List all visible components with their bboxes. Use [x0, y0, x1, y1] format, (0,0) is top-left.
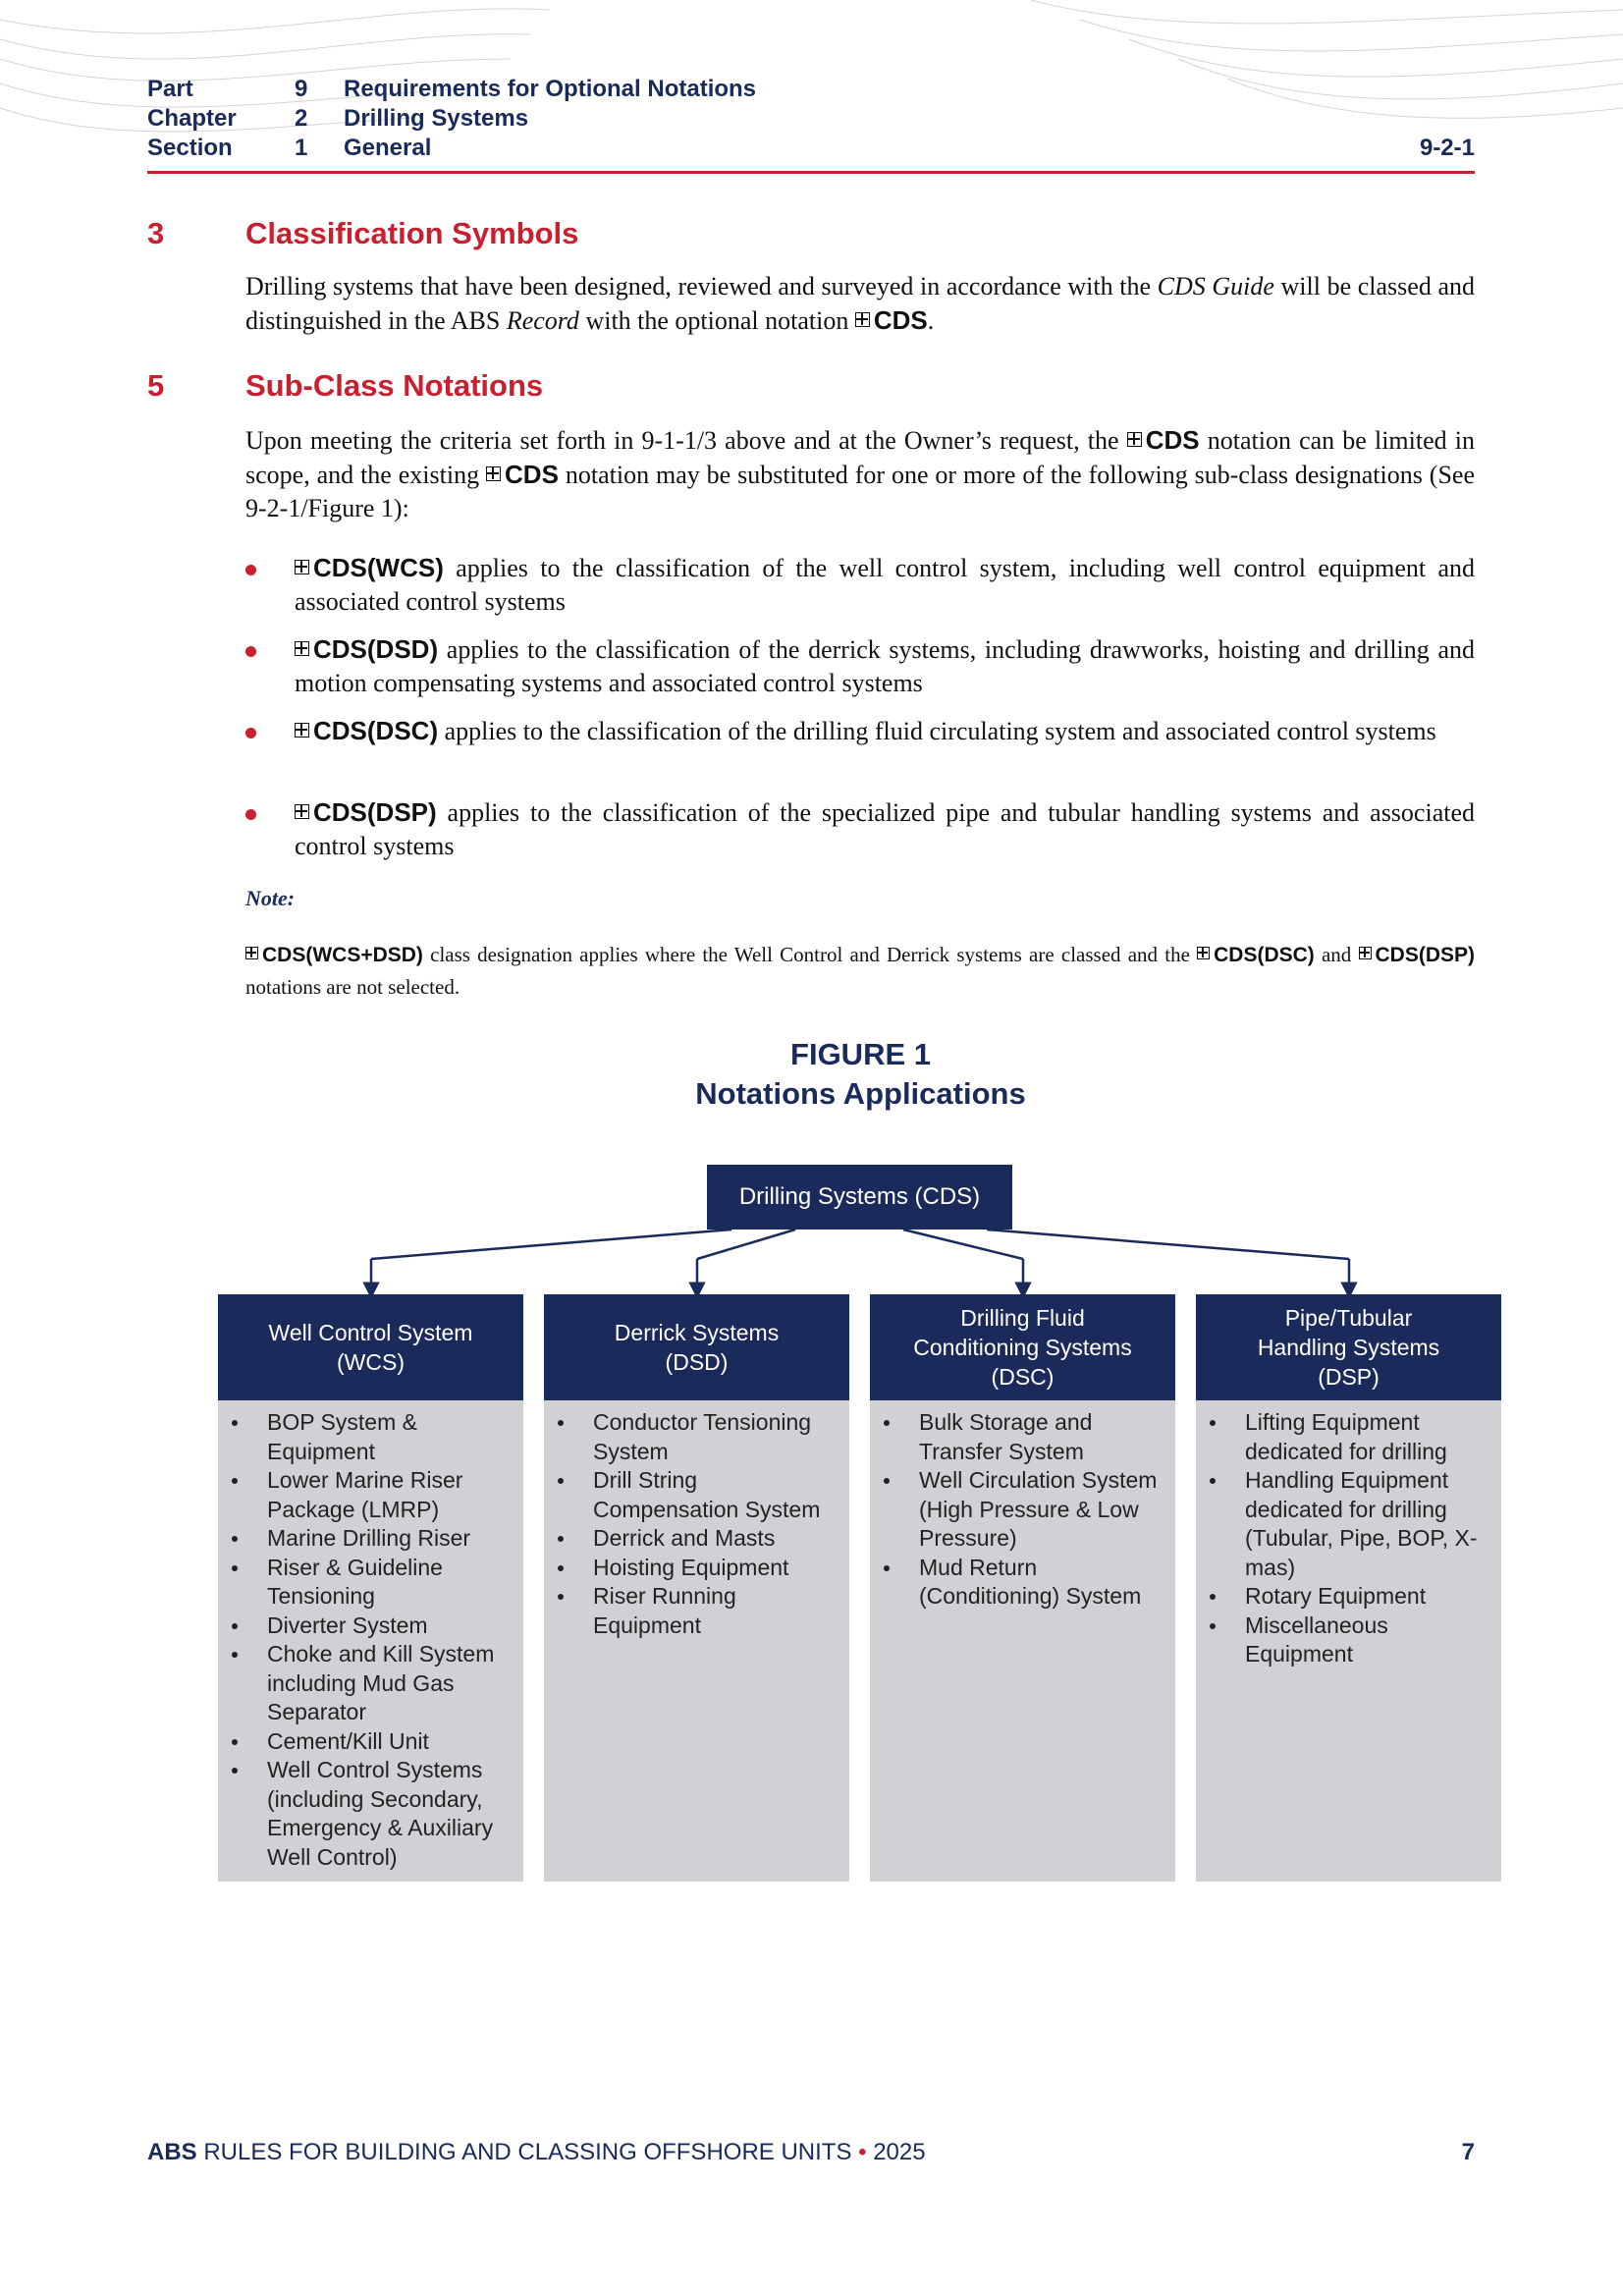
section-code: 9-2-1 [1419, 135, 1475, 161]
notation: CDS(DSD) [313, 634, 439, 664]
column-dsc [870, 1294, 1175, 1882]
column-title-line: Derrick Systems [614, 1320, 780, 1345]
list-item: Mud Return (Conditioning) System [878, 1554, 1165, 1612]
text: notation can be limited in scope, and the existing [245, 426, 1475, 489]
column-header [544, 1294, 849, 1400]
header-title: Drilling Systems [344, 105, 529, 132]
list-item: Lower Marine Riser Package (LMRP) [226, 1466, 514, 1524]
section-3-number: 3 [147, 216, 165, 250]
list-item: Riser & Guideline Tensioning [226, 1554, 514, 1612]
connector-wcs [371, 1230, 731, 1259]
list-item: Cement/Kill Unit [226, 1727, 514, 1757]
text: class designation applies where the Well Control and Derrick systems are classed and the [430, 943, 1190, 966]
column-title-line: (DSD) [665, 1349, 729, 1375]
maltese-cross-icon [1197, 947, 1210, 959]
list-item: Lifting Equipment dedicated for drilling [1204, 1408, 1491, 1466]
header-key: Chapter [147, 105, 237, 132]
list-item [245, 795, 1475, 863]
maltese-cross-icon [1127, 432, 1142, 447]
bullet-dot [245, 728, 256, 738]
list-item: BOP System & Equipment [226, 1408, 514, 1466]
notation: CDS [873, 305, 928, 335]
column-title-line: Handling Systems [1257, 1335, 1440, 1360]
text: and [1321, 943, 1352, 966]
figure-title: Notations Applications [695, 1076, 1026, 1111]
column-body [870, 1400, 1175, 1882]
bullet-dot [245, 646, 256, 657]
maltese-cross-icon [295, 641, 309, 656]
maltese-cross-icon [295, 804, 309, 819]
root-box: Drilling Systems (CDS) [707, 1165, 1012, 1230]
bullet-dot [245, 565, 256, 575]
column-header [1196, 1294, 1501, 1400]
column-body [218, 1400, 523, 1882]
maltese-cross-icon [295, 560, 309, 574]
text: notations are not selected. [245, 975, 460, 999]
header-row-section [147, 134, 1475, 163]
section-3-paragraph [245, 270, 1475, 338]
text: applies to the classification of the derrick systems, including drawworks, hoisting and drilling and motion compensating systems and associated control systems [295, 635, 1475, 697]
maltese-cross-icon [295, 723, 309, 738]
list-item: Drill String Compensation System [552, 1466, 839, 1524]
column-title-line: Pipe/Tubular [1284, 1305, 1413, 1331]
footer-year: 2025 [873, 2139, 926, 2165]
column-wcs [218, 1294, 523, 1882]
notation: CDS(DSC) [1214, 944, 1315, 966]
list-item: Miscellaneous Equipment [1204, 1612, 1491, 1669]
connector-dsp [987, 1230, 1349, 1259]
notation: CDS(DSP) [313, 797, 437, 827]
list-item: Marine Drilling Riser [226, 1524, 514, 1554]
header-title: General [344, 135, 432, 161]
list-item: Bulk Storage and Transfer System [878, 1408, 1165, 1466]
text: will be classed and distinguished in the ABS [245, 272, 1475, 335]
list-item [245, 551, 1475, 619]
header-num: 9 [295, 76, 308, 102]
column-dsp [1196, 1294, 1501, 1882]
column-title-line: (DSP) [1318, 1364, 1380, 1390]
maltese-cross-icon [245, 947, 258, 959]
maltese-cross-icon [486, 466, 501, 481]
column-title-line: (DSC) [991, 1364, 1055, 1390]
list-item: Diverter System [226, 1612, 514, 1641]
header-row-part [147, 75, 1475, 104]
header-rule [147, 171, 1475, 174]
section-5-title: Sub-Class Notations [245, 368, 544, 403]
text: applies to the classification of the well control system, including well control equipment and associated control systems [295, 554, 1476, 616]
column-title-line: Conditioning Systems [913, 1335, 1132, 1360]
maltese-cross-icon [1359, 947, 1372, 959]
text: . [927, 306, 935, 335]
notation: CDS [1145, 425, 1200, 455]
header-num: 2 [295, 105, 308, 132]
column-body [1196, 1400, 1501, 1882]
text: applies to the classification of the drilling fluid circulating system and associated control systems [444, 717, 1436, 745]
note-label: Note: [245, 886, 296, 910]
bullet-dot [245, 809, 256, 820]
column-dsd [544, 1294, 849, 1882]
footer-brand: ABS [147, 2139, 197, 2165]
list-item: Derrick and Masts [552, 1524, 839, 1554]
list-item: Rotary Equipment [1204, 1582, 1491, 1612]
text: Upon meeting the criteria set forth in 9-1-1/3 above and at the Owner’s request, the [245, 426, 1119, 455]
header-key: Part [147, 76, 193, 102]
text: applies to the classification of the specialized pipe and tubular handling systems and associated control systems [295, 798, 1475, 860]
text: Drilling systems that have been designed, reviewed and surveyed in accordance with the [245, 272, 1151, 301]
figure-label: FIGURE 1 [790, 1037, 931, 1071]
record-title: Record [506, 306, 579, 335]
notation: CDS(WCS) [313, 553, 444, 582]
notation: CDS(DSP) [1375, 944, 1476, 966]
page-number: 7 [1461, 2139, 1475, 2165]
connector-dsd [697, 1230, 795, 1259]
text: with the optional notation [585, 306, 849, 335]
list-item: Riser Running Equipment [552, 1582, 839, 1640]
header-key: Section [147, 135, 233, 161]
column-title-line: Well Control System [268, 1320, 473, 1345]
list-item: Well Control Systems (including Secondary, Emergency & Auxiliary Well Control) [226, 1756, 514, 1872]
list-item: Choke and Kill System including Mud Gas Separator [226, 1640, 514, 1727]
column-header [218, 1294, 523, 1400]
page-header [147, 75, 1475, 163]
column-body [544, 1400, 849, 1882]
text: notation may be substituted for one or more of the following sub-class designations (See 9-2-1/Figure 1): [245, 461, 1475, 522]
list-item [245, 632, 1475, 700]
footer-title: RULES FOR BUILDING AND CLASSING OFFSHORE UNITS [203, 2139, 852, 2165]
list-item [245, 714, 1475, 748]
header-num: 1 [295, 135, 308, 161]
notation: CDS(WCS+DSD) [262, 944, 423, 966]
list-item: Handling Equipment dedicated for drilling (Tubular, Pipe, BOP, X-mas) [1204, 1466, 1491, 1582]
note-text [245, 939, 1475, 1004]
column-title-line: Drilling Fluid [960, 1305, 1085, 1331]
connector-dsc [903, 1230, 1023, 1259]
section-5-paragraph [245, 423, 1475, 525]
list-item: Hoisting Equipment [552, 1554, 839, 1583]
section-3-title: Classification Symbols [245, 216, 579, 250]
list-item: Well Circulation System (High Pressure & Low Pressure) [878, 1466, 1165, 1554]
list-item: Conductor Tensioning System [552, 1408, 839, 1466]
section-5-number: 5 [147, 368, 165, 403]
page-footer [147, 2139, 1475, 2166]
column-title-line: (WCS) [337, 1349, 405, 1375]
header-row-chapter [147, 104, 1475, 134]
notation: CDS(DSC) [313, 716, 439, 745]
maltese-cross-icon [855, 312, 870, 327]
header-title: Requirements for Optional Notations [344, 76, 757, 102]
guide-title: CDS Guide [1157, 272, 1274, 301]
notation: CDS [505, 460, 559, 489]
footer-separator: • [858, 2139, 867, 2165]
column-header [870, 1294, 1175, 1400]
